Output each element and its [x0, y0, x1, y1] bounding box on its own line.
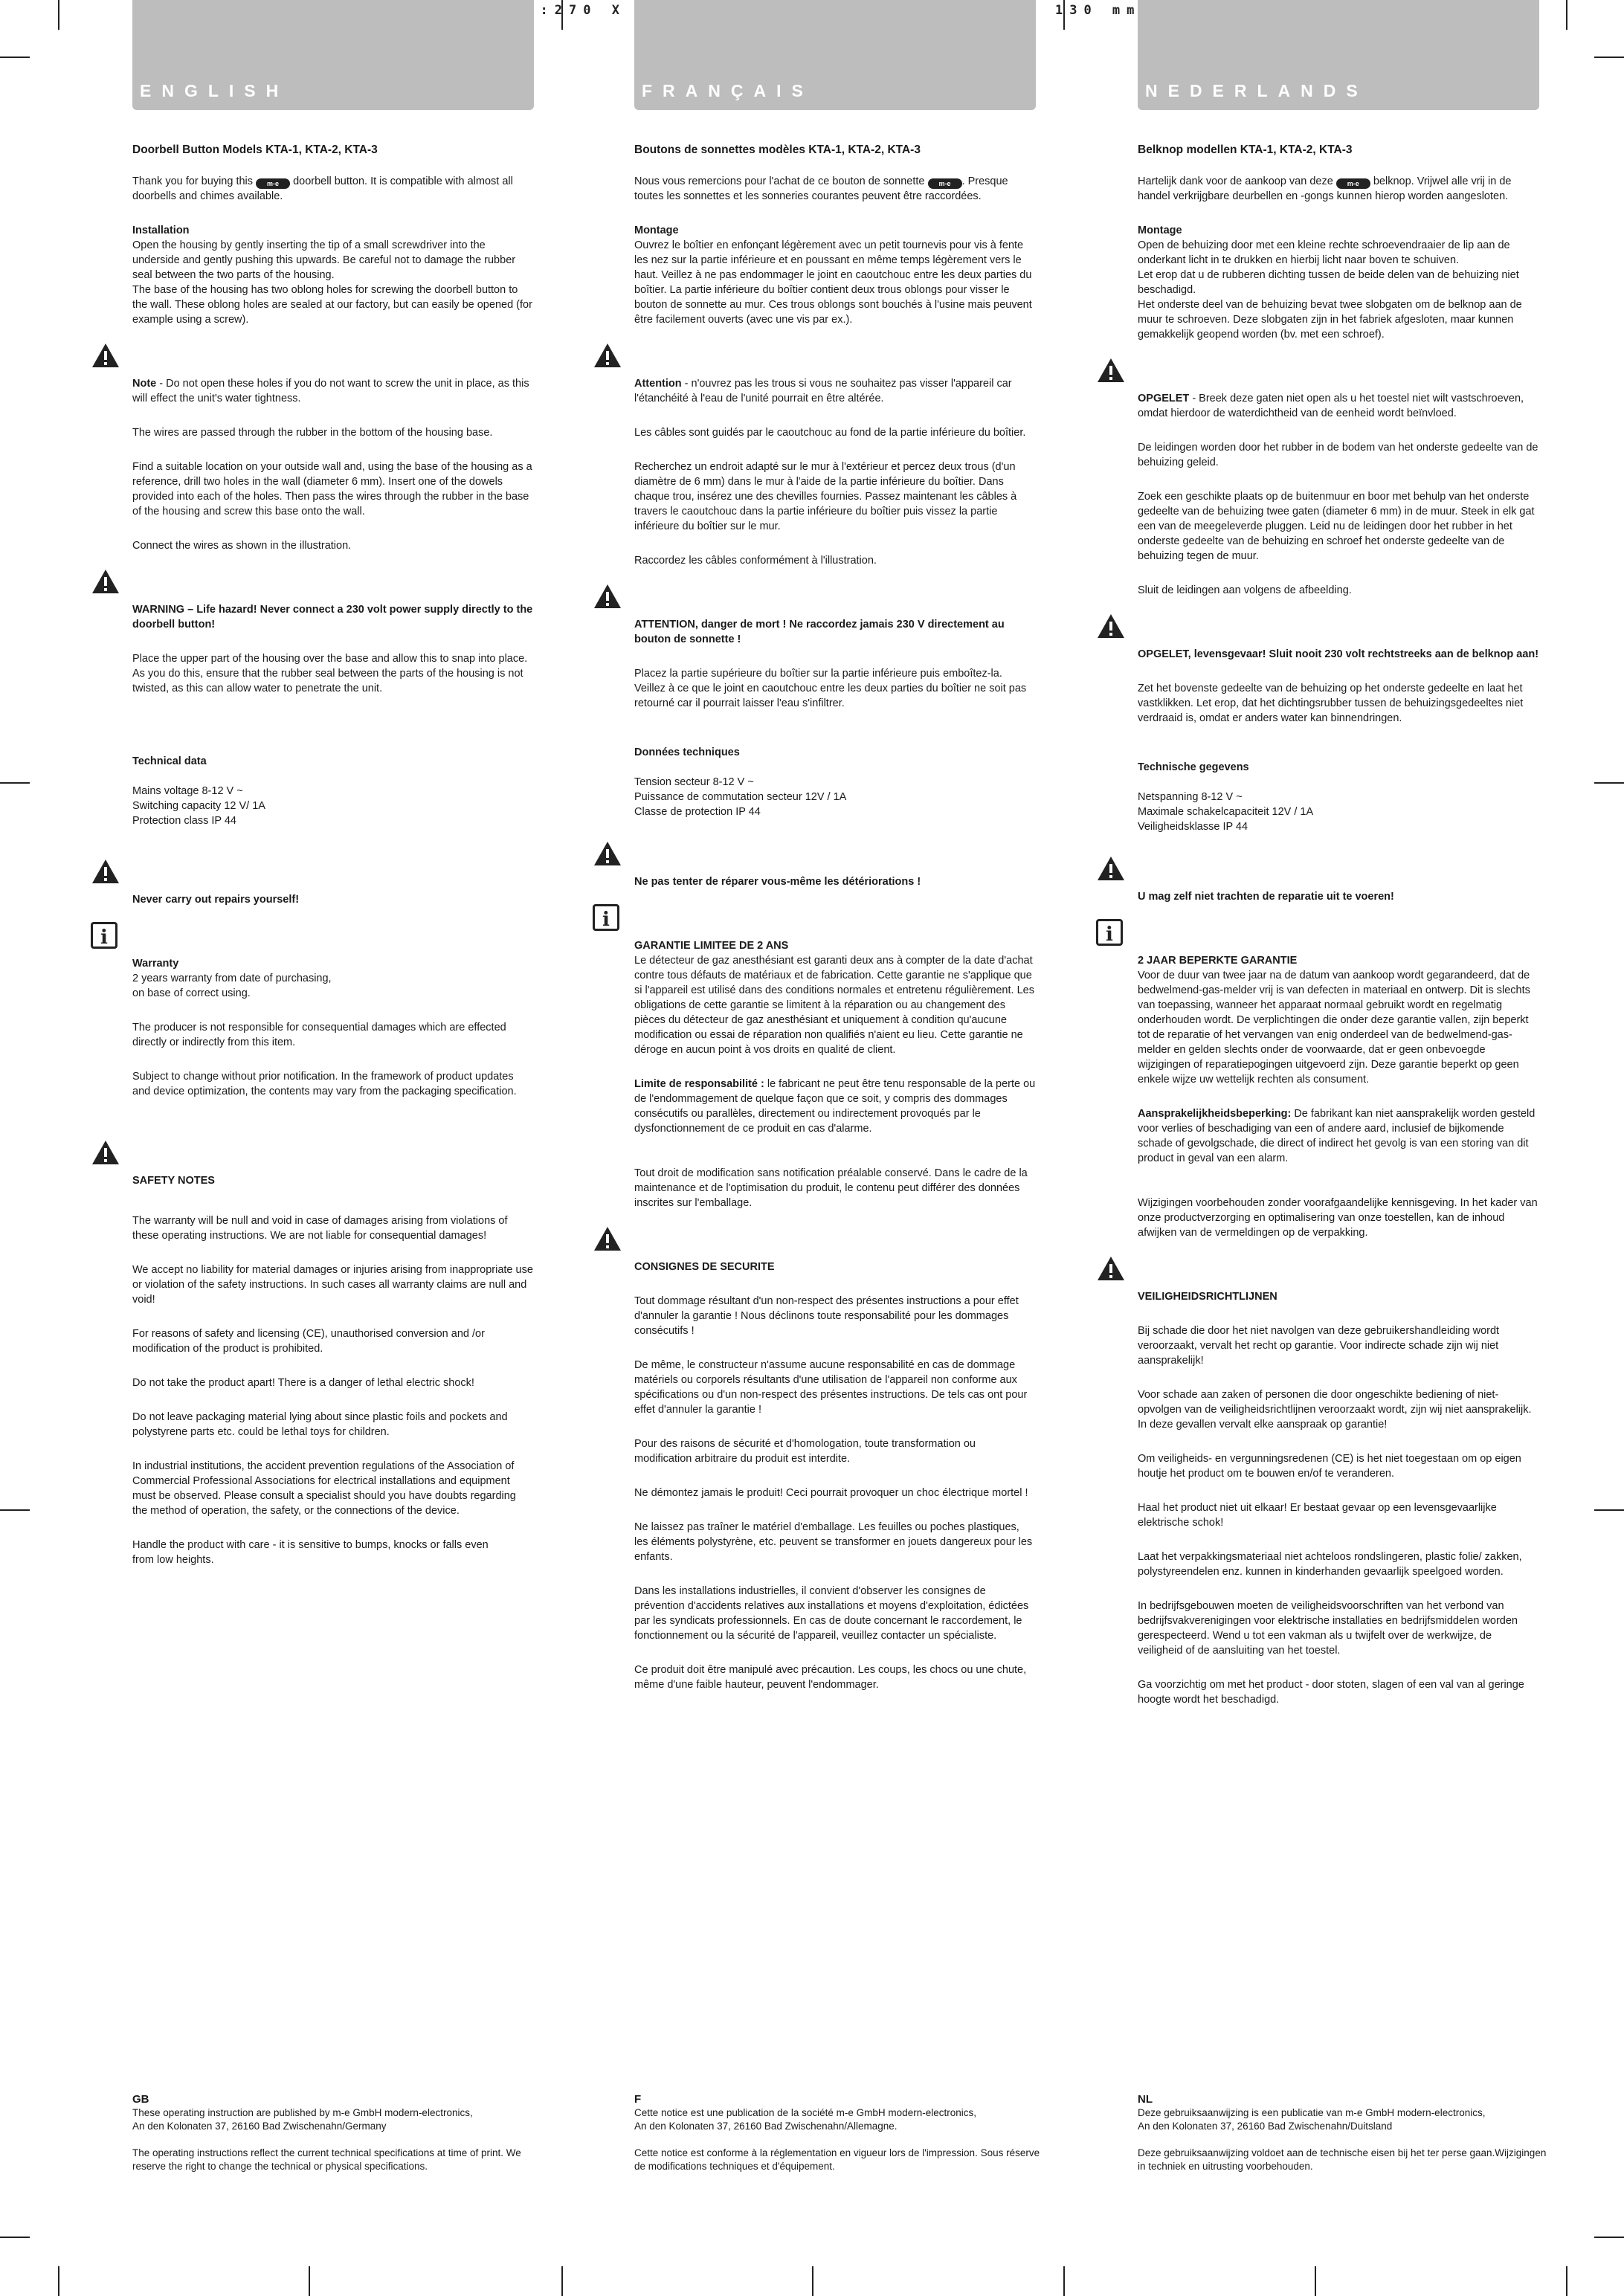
warranty-block — [1106, 923, 1539, 1087]
paragraph: The base of the housing has two oblong holes for screwing the doorbell button to the wall. These oblong holes are sealed at our factory, but can easily be opened (for example using a screw). — [132, 284, 532, 326]
note-text: - Breek deze gaten niet open als u het toestel niet wilt vastschroeven, omdat hierdoor de waterdichtheid van de eenheid wordt beïnvloed. — [1138, 393, 1524, 419]
section-heading: Montage — [1138, 225, 1182, 236]
brand-logo-icon: m-e — [928, 178, 962, 189]
language-header-bar — [132, 0, 534, 110]
paragraph: Zoek een geschikte plaats op de buitenmuur en boor met behulp van het onderste gedeelte van de behuizing twee gaten (diameter 6 mm) in de muur. Steek in elk gat een van de meegeleverde pluggen. Leid nu de leidingen door het rubber in het onderste gedeelte van de behuizing en schroef het onderste gedeelte van de behuizing tegen de muur. — [1138, 491, 1535, 562]
doc-title: Doorbell Button Models KTA-1, KTA-2, KTA-3 — [132, 144, 378, 156]
warning-text: U mag zelf niet trachten de reparatie uit te voeren! — [1138, 891, 1394, 903]
crop-mark — [1594, 57, 1624, 58]
safety-note: In industrial institutions, the accident prevention regulations of the Association of Commercial Professional Associations for electrical installations and equipment must be observed. Please consult a specialist should you have doubts regarding the method of operation, the safety, or the connections of the device. — [132, 1460, 516, 1517]
crop-mark — [1315, 2266, 1316, 2296]
warning-block — [1138, 617, 1539, 662]
section-heading: Montage — [634, 225, 679, 236]
footer-note: The operating instructions reflect the current technical specifications at time of print. We reserve the right to change the technical or physical specifications. — [132, 2147, 521, 2172]
note-block — [634, 346, 1036, 406]
footer-publisher: Deze gebruiksaanwijzing is een publicatie van m-e GmbH modern-electronics, An den Kolonaten 37, 26160 Bad Zwischenahn/Duitsland — [1138, 2107, 1486, 2132]
paragraph: De leidingen worden door het rubber in de bodem van het onderste gedeelte van de behuizing geleid. — [1138, 442, 1538, 468]
section-heading: SAFETY NOTES — [132, 1175, 215, 1187]
footer-dutch — [1138, 2093, 1554, 2193]
crop-mark — [561, 0, 563, 30]
paragraph: Place the upper part of the housing over the base and allow this to snap into place. As you do this, ensure that the rubber seal between the parts of the housing is not twisted, as this can allow water to penetrate the unit. — [132, 653, 528, 694]
paragraph: Tout droit de modification sans notification préalable conservé. Dans le cadre de la maintenance et de l'optimisation du produit, le contenu peut différer des données inscrites sur l'emballage. — [634, 1167, 1028, 1209]
warning-text: ATTENTION, danger de mort ! Ne raccordez jamais 230 V directement au bouton de sonnette ! — [634, 619, 1005, 645]
paragraph: 2 years warranty from date of purchasing, on base of correct using. — [132, 973, 332, 999]
repairs-warning — [634, 845, 1036, 889]
language-label: FRANÇAIS — [642, 81, 813, 100]
footer-publisher: Cette notice est une publication de la société m-e GmbH modern-electronics, An den Kolonaten 37, 26160 Bad Zwischenahn/Allemagne. — [634, 2107, 976, 2132]
crop-mark — [1594, 782, 1624, 784]
safety-note: Do not leave packaging material lying about since plastic foils and pockets and polystyrene parts etc. could be lethal toys for children. — [132, 1411, 508, 1438]
intro-part: Thank you for buying this — [132, 175, 254, 187]
paragraph: The wires are passed through the rubber in the bottom of the housing base. — [132, 427, 493, 439]
paragraph: Recherchez un endroit adapté sur le mur à l'extérieur et percez deux trous (d'un diamètre de 6 mm) dans le mur à l'aide de la partie inférieure du boîtier. Dans chaque trou, insérez une des chevilles fournies. Passez maintenant les câbles à travers le caoutchouc dans la partie inférieure du boîtier puis vissez la partie inférieure du boîtier sur le mur. — [634, 461, 1017, 532]
section-heading: VEILIGHEIDSRICHTLIJNEN — [1138, 1291, 1277, 1303]
safety-note: Haal het product niet uit elkaar! Er bestaat gevaar op een levensgevaarlijke elektrische schok! — [1138, 1502, 1497, 1529]
crop-mark — [0, 1509, 30, 1511]
safety-note: Tout dommage résultant d'un non-respect des présentes instructions a pour effet d'annuler la garantie ! Nous déclinons toute responsabilité pour les dommages consécutifs ! — [634, 1295, 1019, 1337]
technical-data — [1138, 760, 1539, 834]
intro-text — [132, 174, 534, 204]
repairs-warning — [132, 862, 534, 907]
intro-text — [1138, 174, 1539, 204]
note-text: - Do not open these holes if you do not want to screw the unit in place, as this will effect the unit's water tightness. — [132, 378, 529, 404]
safety-note: Pour des raisons de sécurité et d'homologation, toute transformation ou modification arbitraire du produit est interdite. — [634, 1438, 976, 1465]
paragraph: The producer is not responsible for consequential damages which are effected directly or indirectly from this item. — [132, 1022, 506, 1048]
safety-note: Dans les installations industrielles, il convient d'observer les consignes de prévention d'accidents relatives aux installations et moyens d'exploitation, édictées par les syndicats professionnels. En cas de doute concernant le raccordement, le fonctionnement ou la sécurité de l'appareil, veuillez contacter un spécialiste. — [634, 1585, 1029, 1642]
info-icon: i — [91, 922, 117, 949]
crop-mark — [561, 2266, 563, 2296]
technical-data — [634, 745, 1036, 819]
crop-mark — [1566, 0, 1567, 30]
intro-part: belknop. Vrijwel alle vrij in de handel verkrijgbare deurbellen en -gongs kunnen hierop worden aangesloten. — [1138, 175, 1512, 202]
note-text: - n'ouvrez pas les trous si vous ne souhaitez pas visser l'appareil car l'étanchéité à l'eau de l'unité pourrait en être altérée. — [634, 378, 1012, 404]
paragraph: Voor de duur van twee jaar na de datum van aankoop wordt gegarandeerd, dat de bedwelmend-gas-melder vrij is van defecten in materiaal en ontwerp. Dit is slechts van toepassing, wanneer het apparaat normaal gebruikt wordt en regelmatig onderhouden wordt. De verplichtingen die onder deze garantie vallen, zijn beperkt tot de reparatie of het vervangen van enig onderdeel van de bedwelmend-gas-melder en gelden slechts onder de voorwaarde, dat er geen onbevoegde wijzigingen of reparatiepogingen uitgevoerd zijn. Deze garantie beperkt op geen enkele wijze uw wettelijk rechten als consument. — [1138, 970, 1530, 1086]
paragraph: Wijzigingen voorbehouden zonder voorafgaandelijke kennisgeving. In het kader van onze productverzorging en optimalisering van onze toestellen, kan de inhoud afwijken van de vermeldingen op de verpakking. — [1138, 1197, 1538, 1239]
footer-french — [634, 2093, 1051, 2193]
safety-note: Handle the product with care - it is sensitive to bumps, knocks or falls even from low heights. — [132, 1539, 489, 1566]
liability-paragraph — [1138, 1106, 1539, 1166]
safety-note: The warranty will be null and void in case of damages arising from violations of these operating instructions. We are not liable for consequential damages! — [132, 1215, 508, 1242]
paragraph: Le détecteur de gaz anesthésiant est garanti deux ans à compter de la date d'achat contre tous défauts de matériaux et de fabrication. Cette garantie ne s'applique que si l'appareil est utilisé dans des conditions normales et entretenu régulièrement. Les obligations de cette garantie se limitent à la réparation ou au changement des pièces du détecteur de gaz anesthésiant et uniquement à condition qu'aucune modification ou essai de réparation non qualifiés n'aient eu lieu. Cette garantie ne déroge en aucun point à vos droits en qualité de client. — [634, 955, 1034, 1056]
language-label: ENGLISH — [140, 81, 289, 100]
column-english — [100, 0, 534, 1587]
warning-triangle-icon — [1096, 613, 1126, 644]
column-dutch — [1106, 0, 1539, 1726]
warning-text: WARNING – Life hazard! Never connect a 230 volt power supply directly to the doorbell button! — [132, 604, 533, 631]
note-label: OPGELET — [1138, 393, 1190, 404]
crop-mark — [1063, 0, 1065, 30]
crop-mark — [1594, 2237, 1624, 2238]
paragraph: Open the housing by gently inserting the tip of a small screwdriver into the underside and gently pushing this upwards. Be careful not to damage the rubber seal between the two parts of the housing. — [132, 239, 516, 281]
liability-label: Limite de responsabilité : — [634, 1078, 764, 1090]
section-heading: CONSIGNES DE SECURITE — [634, 1261, 775, 1273]
info-icon: i — [1096, 919, 1123, 946]
warning-text: Never carry out repairs yourself! — [132, 894, 300, 906]
doc-title: Boutons de sonnettes modèles KTA-1, KTA-2, KTA-3 — [634, 144, 921, 156]
language-header-bar — [634, 0, 1036, 110]
crop-mark — [1594, 1509, 1624, 1511]
section-heading: GARANTIE LIMITEE DE 2 ANS — [634, 940, 789, 952]
info-icon: i — [593, 904, 619, 931]
warning-triangle-icon — [91, 858, 120, 889]
safety-note: Ce produit doit être manipulé avec précaution. Les coups, les chocs ou une chute, même d'une faible hauteur, peuvent l'endommager. — [634, 1664, 1027, 1691]
footer-note: Cette notice est conforme à la réglementation en vigueur lors de l'impression. Sous réserve de modifications techniques et d'équipement. — [634, 2147, 1040, 2172]
warranty-block — [100, 926, 534, 1001]
warning-triangle-icon — [91, 1139, 120, 1170]
safety-note: Laat het verpakkingsmateriaal niet achteloos rondslingeren, plastic folie/ zakken, polystyreendelen enz. kunnen in kinderhanden gevaarlijk speelgoed worden. — [1138, 1551, 1522, 1578]
safety-heading-block — [132, 1144, 534, 1188]
note-block — [132, 346, 534, 406]
warning-triangle-icon — [593, 583, 622, 614]
paragraph: Placez la partie supérieure du boîtier sur la partie inférieure puis emboîtez-la. Veillez à ce que le joint en caoutchouc entre les deux parties du boîtier ne soit pas retourné car il pourrait laisser l'eau s'infiltrer. — [634, 668, 1027, 709]
safety-note: We accept no liability for material damages or injuries arising from inappropriate use or violation of the safety instructions. In such cases all warranty claims are null and void! — [132, 1264, 533, 1306]
note-label: Attention — [634, 378, 682, 390]
repairs-warning — [1138, 860, 1539, 904]
crop-mark — [812, 2266, 813, 2296]
warning-triangle-icon — [1096, 357, 1126, 388]
warning-triangle-icon — [1096, 1255, 1126, 1286]
intro-part: Nous vous remercions pour l'achat de ce bouton de sonnette — [634, 175, 925, 187]
safety-note: For reasons of safety and licensing (CE), unauthorised conversion and /or modification of the product is prohibited. — [132, 1328, 485, 1355]
crop-mark — [1566, 2266, 1567, 2296]
safety-heading-block — [1138, 1260, 1539, 1304]
footer-english — [132, 2093, 549, 2193]
footer-heading: GB — [132, 2093, 149, 2106]
note-label: Note — [132, 378, 157, 390]
intro-part: Hartelijk dank voor de aankoop van deze — [1138, 175, 1333, 187]
paragraph: Subject to change without prior notification. In the framework of product updates and device optimization, the contents may vary from the packaging specification. — [132, 1071, 517, 1097]
warranty-block — [602, 909, 1036, 1057]
intro-part: . Presque toutes les sonnettes et les sonneries courantes peuvent être raccordées. — [634, 175, 1008, 202]
size-line: SIZE:270 X 130 mm — [483, 3, 1141, 18]
warning-triangle-icon — [1096, 855, 1126, 886]
warning-block — [132, 573, 534, 632]
footer-heading: F — [634, 2093, 642, 2106]
warning-triangle-icon — [593, 840, 622, 871]
brand-logo-icon: m-e — [256, 178, 290, 189]
technical-data — [132, 754, 534, 828]
warning-block — [634, 587, 1036, 647]
installation-section — [132, 223, 534, 327]
brand-logo-icon: m-e — [1336, 178, 1370, 189]
crop-mark — [0, 57, 30, 58]
column-french — [602, 0, 1036, 1712]
language-header-bar — [1138, 0, 1539, 110]
footer-publisher: These operating instruction are published by m-e GmbH modern-electronics, An den Kolonaten 37, 26160 Bad Zwischenahn/Germany — [132, 2107, 473, 2132]
footer-note: Deze gebruiksaanwijzing voldoet aan de technische eisen bij het ter perse gaan.Wijzigingen in techniek en uitrusting voorbehouden. — [1138, 2147, 1547, 2172]
crop-mark — [0, 2237, 30, 2238]
safety-note: Om veiligheids- en vergunningsredenen (CE) is het niet toegestaan om op eigen houtje het product om te bouwen en/of te veranderen. — [1138, 1453, 1521, 1480]
warning-triangle-icon — [91, 568, 120, 599]
safety-note: Do not take the product apart! There is a danger of lethal electric shock! — [132, 1377, 474, 1389]
crop-mark — [309, 2266, 310, 2296]
crop-mark — [58, 0, 59, 30]
section-heading: Warranty — [132, 958, 179, 970]
section-heading: Données techniques — [634, 746, 740, 758]
liability-label: Aansprakelijkheidsbeperking: — [1138, 1108, 1292, 1120]
safety-note: Ne laissez pas traîner le matériel d'emballage. Les feuilles ou poches plastiques, les éléments polystyrène, etc. peuvent se transformer en jouets dangereux pour les enfants. — [634, 1521, 1033, 1563]
crop-mark — [1063, 2266, 1065, 2296]
warning-triangle-icon — [593, 342, 622, 373]
note-block — [1138, 361, 1539, 421]
section-heading: Technische gegevens — [1138, 761, 1249, 773]
safety-heading-block — [634, 1230, 1036, 1274]
liability-text: De fabrikant kan niet aansprakelijk worden gesteld voor verlies of beschadiging van een of andere aard, inclusief de bijkomende schade of gevolgschade, die direct of indirect het gevolg is van een storing van dit product in geval van een alarm. — [1138, 1108, 1536, 1164]
warning-triangle-icon — [593, 1225, 622, 1257]
paragraph: Open de behuizing door met een kleine rechte schroevendraaier de lip aan de onderkant licht in te drukken en hierbij licht naar boven te schuiven. Let erop dat u de rubberen dichting tussen de beide delen van de behuizing niet beschadigd. Het onderste deel van de behuizing bevat twee slobgaten om de belknop aan de muur te schroeven. Deze slobgaten zijn in het fabriek afgesloten, maar kunnen gemakkelijk geopend worden (bv. met een schroef). — [1138, 239, 1522, 341]
safety-note: In bedrijfsgebouwen moeten de veiligheidsvoorschriften van het verbond van bedrijfsvakverenigingen voor elektrische installaties en bedrijfsmiddelen worden gerespecteerd. Wend u tot een vakman als u twijfelt over de werkwijze, de veiligheid of de aansluiting van het toestel. — [1138, 1600, 1518, 1657]
intro-text — [634, 174, 1036, 204]
liability-text: le fabricant ne peut être tenu responsable de la perte ou de l'endommagement de quelque façon que ce soit, y compris des dommages consécutifs ou parallèles, directement ou indirectement provoqués par le dysfonctionnement de ce produit en cas d'alarme. — [634, 1078, 1036, 1135]
safety-note: Voor schade aan zaken of personen die door ongeschikte bediening of niet-opvolgen van de veiligheidsrichtlijnen veroorzaakt wordt, zijn wij niet aansprakelijk. In deze gevallen vervalt elke aanspraak op garantie! — [1138, 1389, 1532, 1431]
paragraph: Raccordez les câbles conformément à l'illustration. — [634, 555, 877, 567]
language-label: NEDERLANDS — [1145, 81, 1368, 100]
section-heading: Technical data — [132, 755, 207, 767]
paragraph: Les câbles sont guidés par le caoutchouc au fond de la partie inférieure du boîtier. — [634, 427, 1026, 439]
doc-title: Belknop modellen KTA-1, KTA-2, KTA-3 — [1138, 144, 1353, 156]
crop-mark — [58, 2266, 59, 2296]
safety-note: De même, le constructeur n'assume aucune responsabilité en cas de dommage matériels ou corporels résultants d'une utilisation de l'appareil non conforme aux spécifications ou d'un non-respect des présentes instructions. De tels cas ont pour effet d'annuler la garantie ! — [634, 1359, 1028, 1416]
warning-text: OPGELET, levensgevaar! Sluit nooit 230 volt rechtstreeks aan de belknop aan! — [1138, 648, 1539, 660]
intro-part: doorbell button. It is compatible with almost all doorbells and chimes available. — [132, 175, 513, 202]
tech-values: Netspanning 8-12 V ~ Maximale schakelcapaciteit 12V / 1A Veiligheidsklasse IP 44 — [1138, 791, 1314, 833]
footer-heading: NL — [1138, 2093, 1153, 2106]
paragraph: Connect the wires as shown in the illustration. — [132, 540, 352, 552]
paragraph: Zet het bovenste gedeelte van de behuizing op het onderste gedeelte en laat het vastklikken. Let erop, dat het dichtingsrubber tussen de behuizingsgedeeltes niet verdraaid is, omdat er anders water kan binnendringen. — [1138, 683, 1524, 724]
paragraph: Ouvrez le boîtier en enfonçant légèrement avec un petit tournevis pour vis à fente les nez sur la partie inférieure et en poussant en même temps légèrement vers le haut. Veillez à ne pas endommager le joint en caoutchouc entre les deux parties du boîtier. La partie inférieure du boîtier contient deux trous oblongs pour visser le bouton de sonnette au mur. Ces trous oblongs sont bouchés à l'usine mais peuvent être facilement ouverts (avec une vis par ex.). — [634, 239, 1032, 326]
liability-paragraph — [634, 1077, 1036, 1136]
installation-section — [634, 223, 1036, 327]
paragraph: Sluit de leidingen aan volgens de afbeelding. — [1138, 584, 1352, 596]
installation-section — [1138, 223, 1539, 342]
section-heading: 2 JAAR BEPERKTE GARANTIE — [1138, 955, 1298, 967]
paragraph: Find a suitable location on your outside wall and, using the base of the housing as a reference, drill two holes in the wall (diameter 6 mm). Insert one of the dowels provided into each of the holes. Then pass the wires through the rubber in the base of the housing and screw this base onto the wall. — [132, 461, 532, 517]
warning-text: Ne pas tenter de réparer vous-même les détériorations ! — [634, 876, 921, 888]
tech-values: Tension secteur 8-12 V ~ Puissance de commutation secteur 12V / 1A Classe de protection IP 44 — [634, 776, 847, 818]
safety-note: Bij schade die door het niet navolgen van deze gebruikershandleiding wordt veroorzaakt, vervalt het recht op garantie. Voor indirecte schade zijn wij niet aansprakelijk! — [1138, 1325, 1500, 1367]
safety-note: Ga voorzichtig om met het product - door stoten, slagen of een val van al geringe hoogte wordt het beschadigd. — [1138, 1679, 1524, 1706]
safety-note: Ne démontez jamais le produit! Ceci pourrait provoquer un choc électrique mortel ! — [634, 1487, 1028, 1499]
crop-mark — [0, 782, 30, 784]
section-heading: Installation — [132, 225, 190, 236]
warning-triangle-icon — [91, 342, 120, 373]
tech-values: Mains voltage 8-12 V ~ Switching capacity 12 V/ 1A Protection class IP 44 — [132, 785, 265, 827]
